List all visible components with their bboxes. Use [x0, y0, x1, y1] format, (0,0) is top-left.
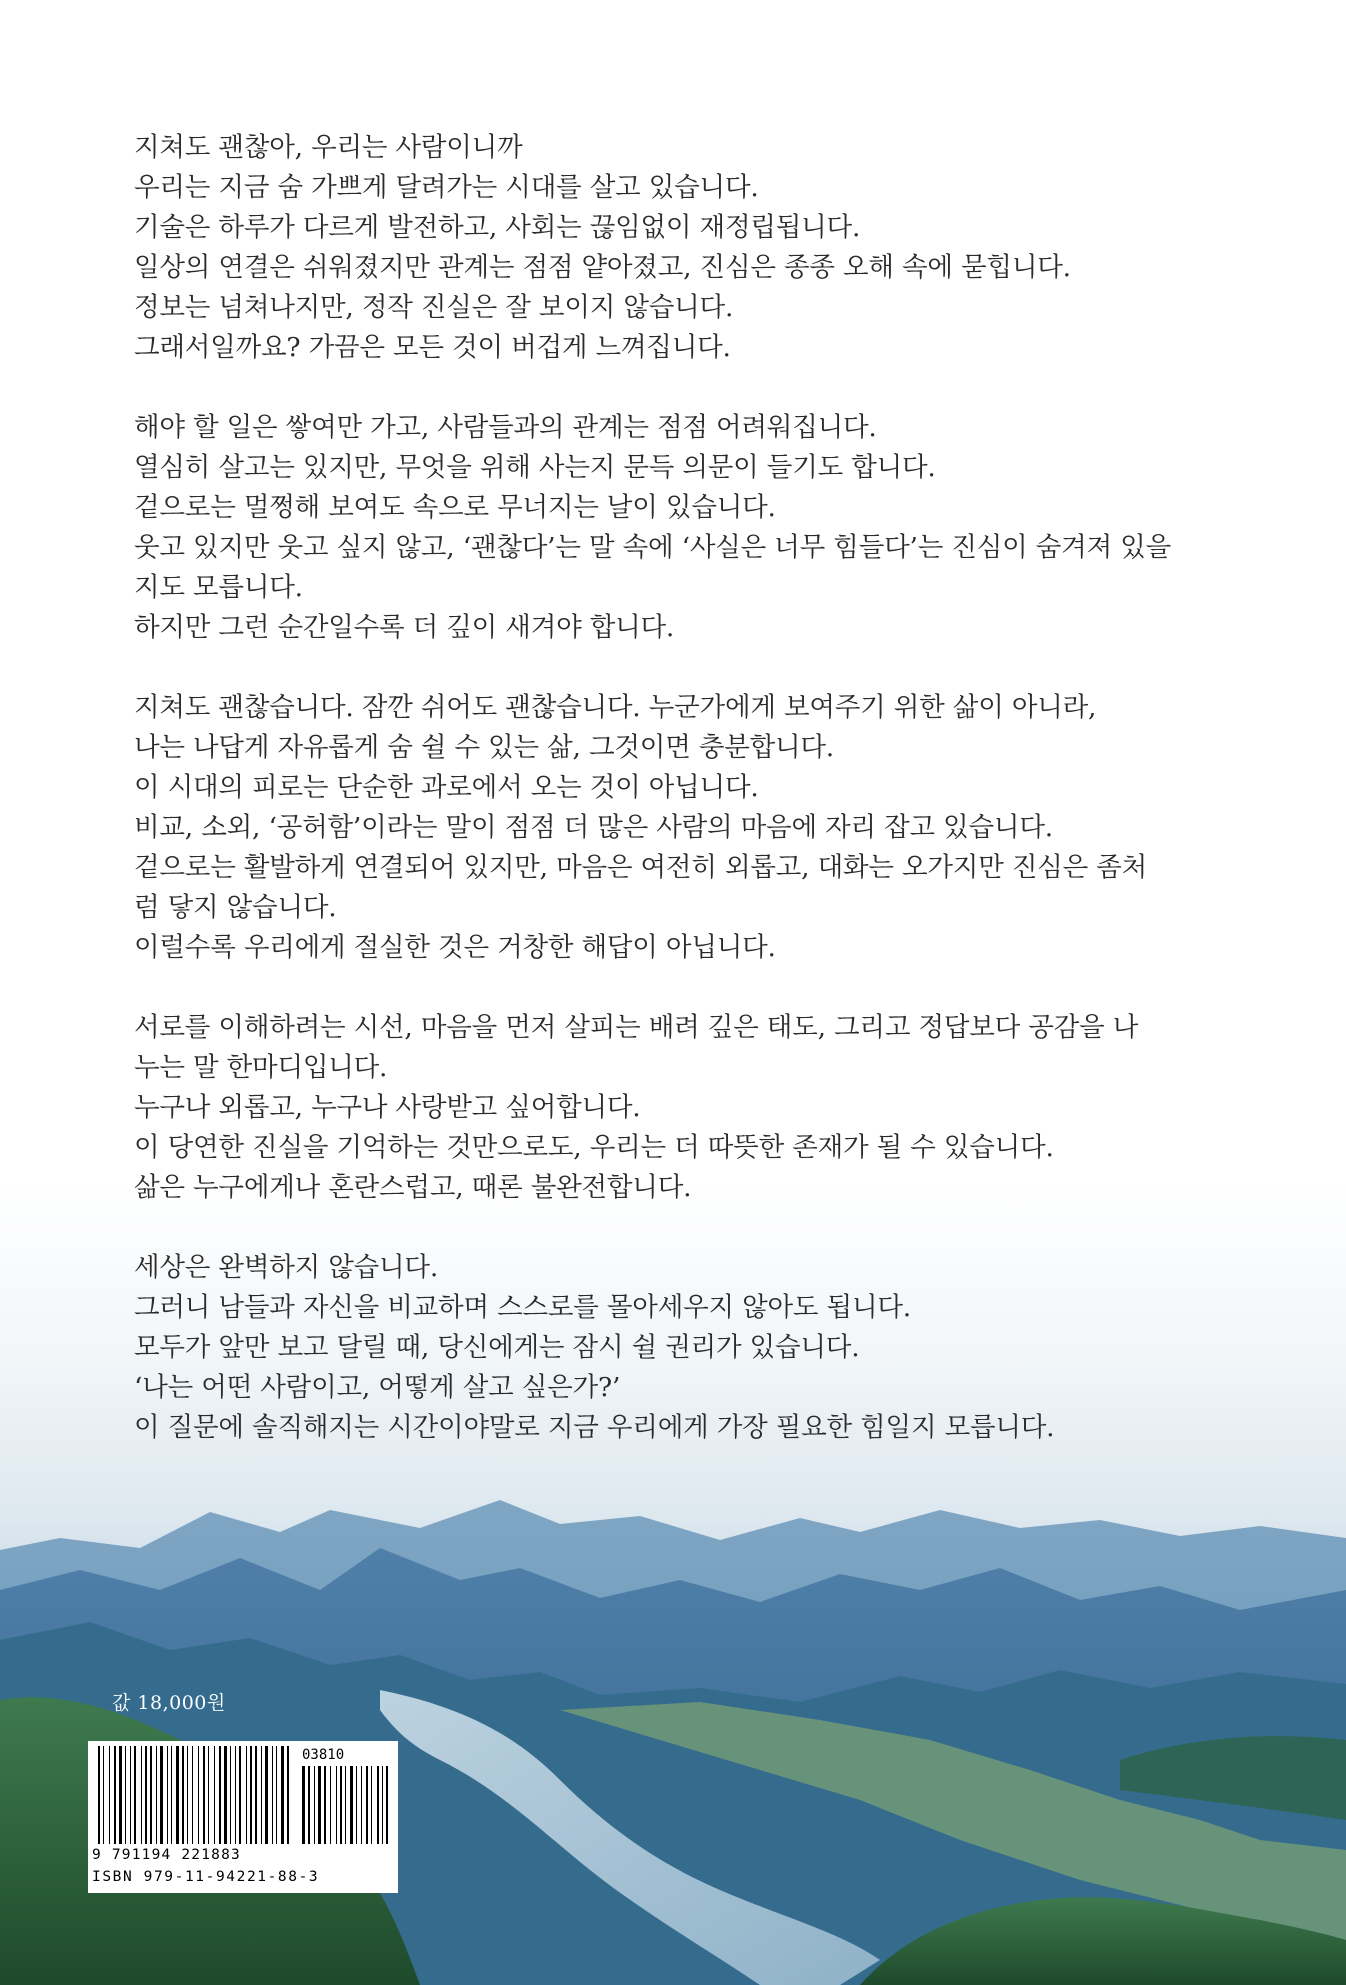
barcode-bar: [176, 1746, 179, 1844]
text-line: ‘나는 어떤 사람이고, 어떻게 살고 싶은가?’: [134, 1372, 621, 1403]
barcode-bar: [265, 1746, 268, 1844]
text-line: 럼 닿지 않습니다.: [134, 892, 337, 923]
barcode-addon-bar: [377, 1766, 379, 1844]
barcode-bar: [134, 1746, 136, 1844]
text-line: 누는 말 한마디입니다.: [134, 1052, 388, 1083]
barcode-bar: [145, 1746, 147, 1844]
barcode-bar: [125, 1746, 126, 1844]
barcode-bars-icon: [92, 1746, 394, 1846]
text-line: 서로를 이해하려는 시선, 마음을 먼저 살피는 배려 깊은 태도, 그리고 정답보다 공감을 나: [134, 1012, 1139, 1043]
barcode-addon-bar: [318, 1766, 321, 1844]
barcode-bar: [255, 1746, 257, 1844]
text-line: 겉으로는 멀쩡해 보여도 속으로 무너지는 날이 있습니다.: [134, 492, 776, 523]
barcode-bar: [230, 1746, 231, 1844]
barcode-bar: [250, 1746, 252, 1844]
barcode-bar: [109, 1746, 110, 1844]
barcode-bar: [192, 1746, 193, 1844]
barcode-bar: [246, 1746, 247, 1844]
text-line: 누구나 외롭고, 누구나 사랑받고 싶어합니다.: [134, 1092, 641, 1123]
text-line: 하지만 그런 순간일수록 더 깊이 새겨야 합니다.: [134, 612, 675, 643]
text-line: 지쳐도 괜찮아, 우리는 사람이니까: [134, 132, 523, 163]
barcode-addon-bar: [382, 1766, 383, 1844]
barcode-addon-bar: [308, 1766, 310, 1844]
barcode-bar: [214, 1746, 215, 1844]
back-cover-text: [134, 128, 1244, 1488]
text-line: 웃고 있지만 웃고 싶지 않고, ‘괜찮다’는 말 속에 ‘사실은 너무 힘들다’는 진심이 숨겨져 있을: [134, 532, 1171, 563]
barcode-bar: [224, 1746, 227, 1844]
barcode-bar: [103, 1746, 104, 1844]
barcode-bar: [235, 1746, 236, 1844]
barcode-bar: [276, 1746, 277, 1844]
text-line: 해야 할 일은 쌓여만 가고, 사람들과의 관계는 점점 어려워집니다.: [134, 412, 877, 443]
barcode-bar: [287, 1746, 289, 1844]
barcode-bar: [239, 1746, 241, 1844]
barcode-bar: [150, 1746, 152, 1844]
barcode-addon-bar: [314, 1766, 315, 1844]
text-line: 지쳐도 괜찮습니다. 잠깐 쉬어도 괜찮습니다. 누군가에게 보여주기 위한 삶이 아니라,: [134, 692, 1097, 723]
barcode-bar: [272, 1746, 273, 1844]
barcode-addon-bar: [386, 1766, 388, 1844]
barcode-bar: [187, 1746, 188, 1844]
barcode-bar: [281, 1746, 284, 1844]
text-line: 그러니 남들과 자신을 비교하며 스스로를 몰아세우지 않아도 됩니다.: [134, 1292, 911, 1323]
isbn-barcode: [88, 1741, 398, 1893]
barcode-bar: [203, 1746, 205, 1844]
text-line: 그래서일까요? 가끔은 모든 것이 버겁게 느껴집니다.: [134, 332, 731, 363]
text-line: 나는 나답게 자유롭게 숨 쉴 수 있는 삶, 그것이면 충분합니다.: [134, 732, 835, 763]
barcode-bar: [119, 1746, 122, 1844]
paragraph-3: [134, 688, 1244, 968]
barcode-addon-bar: [330, 1766, 331, 1844]
barcode-bar: [208, 1746, 209, 1844]
text-line: 겉으로는 활발하게 연결되어 있지만, 마음은 여전히 외롭고, 대화는 오가지만 진심은 좀처: [134, 852, 1148, 883]
text-line: 정보는 넘쳐나지만, 정작 진실은 잘 보이지 않습니다.: [134, 292, 734, 323]
text-line: 지도 모릅니다.: [134, 572, 303, 603]
barcode-addon-bar: [366, 1766, 368, 1844]
paragraph-2: [134, 408, 1244, 648]
barcode-bar: [219, 1746, 221, 1844]
barcode-addon-code: 03810: [302, 1747, 345, 1763]
text-line: 이 당연한 진실을 기억하는 것만으로도, 우리는 더 따뜻한 존재가 될 수 있습니다.: [134, 1132, 1054, 1163]
text-line: 이 질문에 솔직해지는 시간이야말로 지금 우리에게 가장 필요한 힘일지 모릅니다.: [134, 1412, 1055, 1443]
text-line: 기술은 하루가 다르게 발전하고, 사회는 끊임없이 재정립됩니다.: [134, 212, 861, 243]
price-label: 값 18,000원: [112, 1692, 226, 1714]
barcode-addon-bar: [356, 1766, 357, 1844]
barcode-bar: [198, 1746, 199, 1844]
text-line: 삶은 누구에게나 혼란스럽고, 때론 불완전합니다.: [134, 1172, 692, 1203]
text-line: 열심히 살고는 있지만, 무엇을 위해 사는지 문득 의문이 들기도 합니다.: [134, 452, 936, 483]
barcode-addon-bar: [361, 1766, 362, 1844]
text-line: 이럴수록 우리에게 절실한 것은 거창한 해답이 아닙니다.: [134, 932, 776, 963]
text-line: 세상은 완벽하지 않습니다.: [134, 1252, 439, 1283]
barcode-bar: [261, 1746, 262, 1844]
paragraph-4: [134, 1008, 1244, 1208]
barcode-bar: [160, 1746, 163, 1844]
barcode-addon-bar: [345, 1766, 346, 1844]
text-line: 비교, 소외, ‘공허함’이라는 말이 점점 더 많은 사람의 마음에 자리 잡고 있습니다.: [134, 812, 1053, 843]
text-line: 이 시대의 피로는 단순한 과로에서 오는 것이 아닙니다.: [134, 772, 759, 803]
paragraph-5: [134, 1248, 1244, 1448]
barcode-bar: [156, 1746, 157, 1844]
barcode-addon-bar: [350, 1766, 353, 1844]
barcode-addon-bar: [336, 1766, 337, 1844]
isbn-number: ISBN 979-11-94221-88-3: [92, 1869, 320, 1885]
barcode-bar: [98, 1746, 100, 1844]
barcode-ean-digits: 9 791194 221883: [92, 1847, 241, 1863]
paragraph-1: [134, 128, 1244, 368]
barcode-bar: [114, 1746, 116, 1844]
barcode-bar: [130, 1746, 131, 1844]
barcode-addon-bar: [371, 1766, 372, 1844]
barcode-bar: [141, 1746, 142, 1844]
barcode-addon-bar: [340, 1766, 342, 1844]
text-line: 우리는 지금 숨 가쁘게 달려가는 시대를 살고 있습니다.: [134, 172, 759, 203]
barcode-bar: [171, 1746, 172, 1844]
barcode-addon-bar: [302, 1766, 305, 1844]
text-line: 일상의 연결은 쉬워졌지만 관계는 점점 얕아졌고, 진심은 종종 오해 속에 묻힙니다.: [134, 252, 1071, 283]
barcode-addon-bar: [324, 1766, 326, 1844]
barcode-bar: [167, 1746, 168, 1844]
barcode-bar: [182, 1746, 184, 1844]
text-line: 모두가 앞만 보고 달릴 때, 당신에게는 잠시 쉴 권리가 있습니다.: [134, 1332, 860, 1363]
